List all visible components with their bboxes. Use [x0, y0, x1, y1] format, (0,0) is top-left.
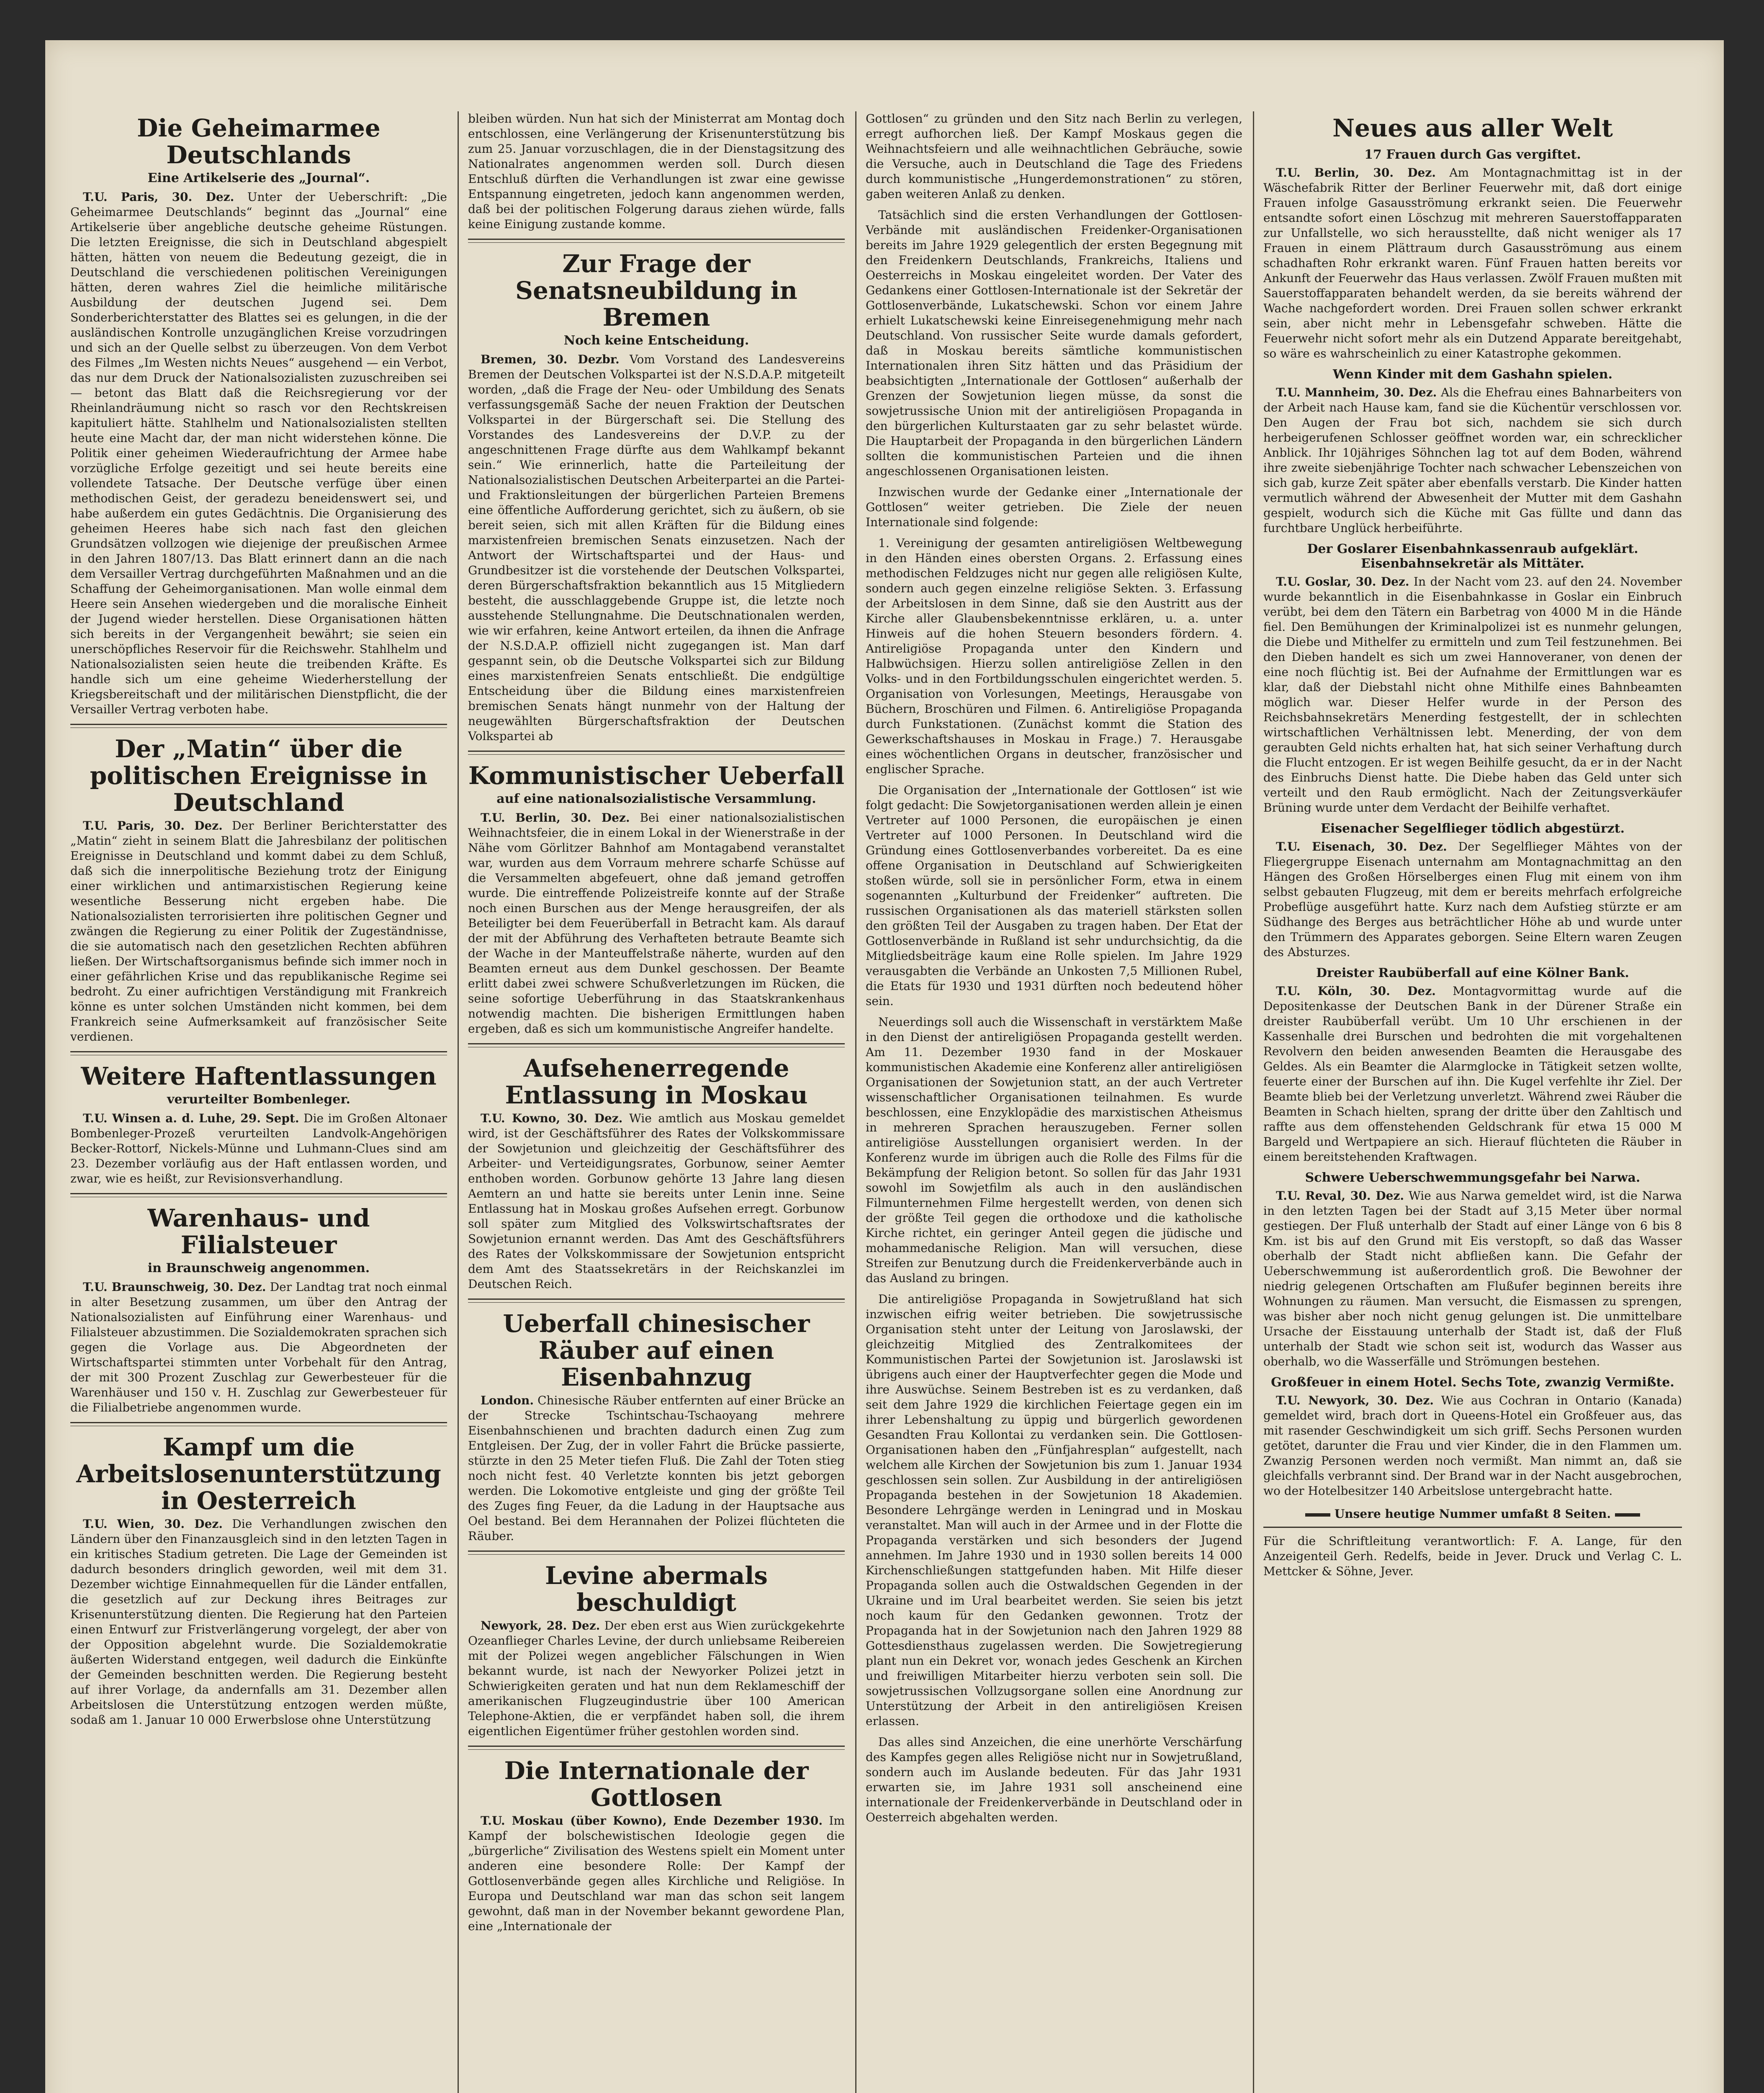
article-body: Als die Ehefrau eines Bahnarbeiters von der Arbeit nach Hause kam, fand sie die Küchentür verschlossen vor. Den Augen der Frau bot sich, nachdem sie sich durch herbeigerufenen Schlosser geöffnet worden war, ein schrecklicher Anblick. Ihr 10jähriges Söhnchen lag tot auf dem Boden, während ihre zweite siebenjährige Tochter nach schwacher Lebenszeichen von sich gab, kurze Zeit später aber ebenfalls verstarb. Die Kinder hatten vermutlich während der Abwesenheit der Mutter mit dem Gashahn gespielt, wodurch sich die Küche mit Gas füllte und dann das furchtbare Unglück herbeiführte. [1263, 386, 1682, 535]
separator [468, 1298, 845, 1303]
article-body: Wie aus Cochran in Ontario (Kanada) gemeldet wird, brach dort in Queens-Hotel ein Großfeuer aus, das mit rasender Geschwindigkeit um sich griff. Sechs Personen wurden getötet, darunter die Frau und vier Kinder, die in den Flammen um. Zwanzig Personen werden noch vermißt. Man nimmt an, daß sie gleichfalls verbrannt sind. Der Brand war in der Nacht ausgebrochen, wo der Hotelbesitzer 140 Arbeitslose untergebracht hatte. [1263, 1394, 1682, 1498]
subheadline: Dreister Raubüberfall auf eine Kölner Bank. [1316, 966, 1629, 980]
column-rule [1253, 111, 1254, 2093]
article-body: Der eben erst aus Wien zurückgekehrte Ozeanflieger Charles Levine, der durch unliebsame Reibereien mit der Polizei wegen angeblicher Fälschungen in Wien bekannt wurde, ist nach der Newyorker Polizei jetzt in Schwierigkeiten geraten und hat nun dem Reklameschiff der amerikanischen Flugzeugindustrie über 100 American Telephone-Aktien, die er verpfändet haben soll, die ihrem eigentlichen Eigentümer früher gestohlen worden sind. [468, 1619, 845, 1738]
article-list: 1. Vereinigung der gesamten antireligiösen Weltbewegung in den Händen eines obersten Organs. 2. Erfassung eines methodischen Feldzuges nicht nur gegen alle religiösen Kulte, sondern auch gegen einzelne religiöse Sekten. 3. Erfassung der Arbeitslosen in dem Sinne, daß sie den Austritt aus der Kirche aller Glaubensbekenntnisse erklären, u. a. unter Hinweis auf die hohen Steuern besonders fördern. 4. Antireligiöse Propaganda unter den Kindern und Halbwüchsigen. Hierzu sollen antireligiöse Zellen in den Volks- und in den Fortbildungsschulen eingerichtet werden. 5. Organisation von Vorlesungen, Meetings, Herausgabe von Büchern, Broschüren und Filmen. 6. Antireligiöse Propaganda durch Funkstationen. (Zunächst kommt die Station des Gewerkschaftshauses in Moskau in Frage.) 7. Herausgabe eines wöchentlichen Organs in deutscher, französischer und englischer Sprache. [866, 536, 1242, 776]
section-headline: Neues aus aller Welt [1332, 114, 1613, 142]
subheadline: Großfeuer in einem Hotel. Sechs Tote, zwanzig Vermißte. [1271, 1375, 1674, 1390]
article-body: Die Verhandlungen zwischen den Ländern über den Finanzausgleich sind in den letzten Tagen in ein kritisches Stadium getreten. Die Lage der Gemeinden ist dadurch besonders dringlich geworden, weil mit dem 31. Dezember wichtige Einnahmequellen für die Länder entfallen, die gesetzlich auf zur Deckung ihres Beitrages zur Krisenunterstützung dienten. Die Regierung hat den Parteien einen Entwurf zur Fristverlängerung vorgelegt, der aber von der Opposition abgelehnt wurde. Die Sozialdemokratie äußerten Widerstand entgegen, weil dadurch die Einkünfte der Gemeinden beschnitten werden. Die Regierung besteht auf ihrer Vorlage, da andernfalls am 31. Dezember allen Arbeitslosen die Unterstützung entzogen werden müßte, sodaß am 1. Januar 10 000 Erwerbslose ohne Unterstützung [70, 1517, 447, 1727]
dateline: T.U. Kowno, 30. Dez. [481, 1111, 623, 1125]
article-body: Neuerdings soll auch die Wissenschaft in verstärktem Maße in den Dienst der antireligiösen Propaganda gestellt werden. Am 11. Dezember 1930 fand in der Moskauer kommunistischen Akademie eine Konferenz aller antireligiösen Organisationen der Sowjetunion statt, an der auch Vertreter wissenschaftlicher Organisationen teilnahmen. Es wurde beschlossen, eine Enzyklopädie des marxistischen Atheismus in mehreren Sprachen herauszugeben. Ferner sollen antireligiöse Ausstellungen organisiert werden. In der Konferenz wurde im übrigen auch die Rolle des Films für die Bekämpfung der Religion betont. So sollen für das Jahr 1931 sowohl im Sowjetfilm als auch in den ausländischen Filmunternehmen Filme hergestellt werden, von denen sich der größte Teil gegen die orthodoxe und die katholische Kirche richtet, ein geringer Anteil gegen die jüdische und mohammedanische Religion. Man will versuchen, diese Streifen zur Benutzung durch die Freidenkerverbände auch in das Ausland zu bringen. [866, 1015, 1242, 1285]
article-text [70, 1280, 447, 1415]
separator [70, 1422, 447, 1426]
headline: Levine abermals beschuldigt [545, 1561, 768, 1617]
dateline: T.U. Berlin, 30. Dez. [481, 811, 630, 825]
headline: Kampf um die Arbeitslosenunterstützung in Oesterreich [76, 1433, 441, 1515]
dateline: T.U. Köln, 30. Dez. [1276, 984, 1436, 998]
dateline: T.U. Paris, 30. Dez. [83, 819, 223, 833]
ornament-rule [1615, 1513, 1640, 1517]
article-text [1263, 165, 1682, 361]
headline: Kommunistischer Ueberfall [468, 761, 845, 790]
subheadline: Eine Artikelserie des „Journal“. [147, 171, 370, 185]
article-body: Im Kampf der bolschewistischen Ideologie gegen die „bürgerliche“ Zivilisation des Westens spielt ein Moment unter anderen eine besondere Rolle: Der Kampf der Gottlosenverbände gegen alles Kirchliche und Religiöse. In Europa und Deutschland war man das schon seit langem gewohnt, daß man in der November bekannt gewordene Plan, eine „Internationale der [468, 1814, 845, 1933]
article-body: Bei einer nationalsozialistischen Weihnachtsfeier, die in einem Lokal in der Wienerstraße in der Nähe vom Görlitzer Bahnhof am Montagabend veranstaltet war, wurden aus dem Vorraum mehrere scharfe Schüsse auf die Versammelten abgefeuert, ohne daß jemand getroffen wurde. Die eintreffende Polizeistreife konnte auf der Straße noch einen Burschen aus der Menge herausgreifen, der als Beteiligter bei dem Feuerüberfall in Betracht kam. Als darauf der mit der Abführung des Verhafteten betraute Beamte sich der Wache in der Manteuffelstraße näherte, wurden auf den Beamten erneut aus dem Dunkel geschossen. Der Beamte erlitt dabei zwei schwere Schußverletzungen im Rücken, die seine sofortige Ueberführung in das Staatskrankenhaus notwendig machten. Die bisherigen Ermittlungen haben ergeben, daß es sich um kommunistische Angreifer handelte. [468, 811, 845, 1036]
dateline: T.U. Paris, 30. Dez. [83, 190, 234, 204]
dateline: Newyork, 28. Dez. [481, 1619, 600, 1633]
article-text [1263, 1188, 1682, 1369]
dateline: T.U. Winsen a. d. Luhe, 29. Sept. [83, 1111, 299, 1125]
article-text [70, 190, 447, 717]
article-text [468, 352, 845, 744]
subheadline: Schwere Ueberschwemmungsgefahr bei Narwa. [1305, 1170, 1641, 1185]
separator [468, 1043, 845, 1047]
article-text [70, 1517, 447, 1728]
column-4 [1263, 111, 1682, 2093]
article-body: Die Organisation der „Internationale der Gottlosen“ ist wie folgt gedacht: Die Sowjetorganisationen werden allein je einen Vertreter auf 1000 Personen, die europäischen je einen Vertreter auf 1000 Personen. In Deutschland wird die Gründung eines Gottlosenverbandes vorbereitet. Da es eine offene Organisation in Deutschland auf Schwierigkeiten stoßen würde, soll sie in persönlicher Form, etwa in einem sogenannten „Kulturbund der Freidenker“ auftreten. Die russischen Organisationen als das materiell stärksten sollen den größten Teil der Ausgaben zu tragen haben. Der Etat der Gottlosenverbände in Rußland ist sehr undurchsichtig, da die Mitgliedsbeiträge kaum eine Rolle spielen. Im Jahre 1929 verausgabten die Verbände an Unkosten 7,5 Millionen Rubel, die Etats für 1930 und 1931 dürften noch bedeutend höher sein. [866, 783, 1242, 1008]
article-body: Der Segelflieger Mähtes von der Fliegergruppe Eisenach unternahm am Montagnachmittag an den Hängen des Großen Hörselberges einen Flug mit einem von ihm selbst gebauten Flugzeug, mit dem er bereits mehrfach erfolgreiche Probeflüge ausgeführt hatte. Kurz nach dem Aufstieg stürzte er am Südhange des Berges aus beträchtlicher Höhe ab und wurde unter den Trümmern des Apparates geborgen. Seine Eltern waren Zeugen des Absturzes. [1263, 840, 1682, 959]
article-text [468, 1618, 845, 1739]
dateline: Bremen, 30. Dezbr. [481, 352, 620, 366]
separator [468, 751, 845, 755]
column-rule [855, 111, 856, 2093]
subheadline: Der Goslarer Eisenbahnkassenraub aufgeklärt. Eisenbahnsekretär als Mittäter. [1307, 542, 1638, 571]
notice-text: Unsere heutige Nummer umfaßt 8 Seiten. [1334, 1507, 1611, 1521]
newspaper-page [45, 40, 1724, 2093]
dateline: T.U. Reval, 30. Dez. [1276, 1189, 1404, 1203]
article-body: In der Nacht vom 23. auf den 24. November wurde bekanntlich in die Eisenbahnkasse in Goslar ein Einbruch verübt, bei dem den Tätern ein Barbetrag von 4000 M in die Hände fiel. Den Bemühungen der Kriminalpolizei ist es nunmehr gelungen, die Diebe und Mithelfer zu ermitteln und zum Teil festzunehmen. Bei den Dieben handelt es sich um zwei Hannoveraner, von denen der eine noch flüchtig ist. Bei der Aufnahme der Ermittlungen war es klar, daß der Diebstahl nicht ohne Mithilfe eines Bahnbeamten möglich war. Dieser Helfer wurde in der Person des Reichsbahnsekretärs Menerding festgestellt, der in schlechten wirtschaftlichen Verhältnissen lebt. Menerding, der von dem geraubten Geld nichts erhalten hat, hat sich seiner Verhaftung durch die Flucht entzogen. Er ist wegen Beihilfe gesucht, da er in der Nacht des Einbruchs Dienst hatte. Die Diebe haben das Geld unter sich verteilt und den Raub ermöglicht. Nach der Zeitungsverkäufer Brüning wurde unter dem Verdacht der Beihilfe verhaftet. [1263, 575, 1682, 815]
article-body: Das alles sind Anzeichen, die eine unerhörte Verschärfung des Kampfes gegen alles Religiöse nicht nur in Sowjetrußland, sondern auch im Auslande bedeuten. Für das Jahr 1931 erwarten sie, im Jahre 1931 soll anscheinend eine internationale der Freidenkerverbände in Deutschland oder in Oesterreich abgehalten werden. [866, 1735, 1242, 1824]
page-count-notice [1263, 1507, 1682, 1521]
article-body: Vom Vorstand des Landesvereins Bremen der Deutschen Volkspartei ist der N.S.D.A.P. mitgeteilt worden, „daß die Frage der Neu- oder Umbildung des Senats verfassungsgemäß Sache der neuen Fraktion der Deutschen Volkspartei in der Bürgerschaft sei. Die Stellung des Vorstandes des Landesvereins der D.V.P. zu der angeschnittenen Frage dürfte aus dem Wahlkampf bekannt sein.“ Wie erinnerlich, hatte die Parteileitung der Nationalsozialistischen Deutschen Arbeiterpartei an die Partei- und Fraktionsleitungen der bürgerlichen Parteien Bremens eine öffentliche Aufforderung gerichtet, sich zu äußern, ob sie bereit seien, sich mit allen Kräften für die Bildung eines marxistenfreien bremischen Senats einzusetzen. Nach der Antwort der Wirtschaftspartei und der Haus- und Grundbesitzer ist die vorstehende der Deutschen Volkspartei, deren Bürgerschaftsfraktion bekanntlich aus 15 Mitgliedern besteht, die ausschlaggebende Gruppe ist, die letzte noch ausstehende Stellungnahme. Die Deutschnationalen werden, wie wir erfahren, keine Antwort erteilen, da ihnen die Anfrage der N.S.D.A.P. offiziell nicht zugegangen ist. Man darf gespannt sein, ob die Deutsche Volkspartei sich zur Bildung eines marxistenfreien Senats entschließt. Die endgültige Entscheidung über die Bildung eines marxistenfreien bremischen Senats hängt nunmehr von der Haltung der neugewählten Bürgerschaftsfraktion der Deutschen Volkspartei ab [468, 352, 845, 743]
article-body: Montagvormittag wurde auf die Depositenkasse der Deutschen Bank in der Dürener Straße ein dreister Raubüberfall verübt. Um 10 Uhr erschienen in der Kassenhalle drei Burschen und bedrohten die mit vorgehaltenen Revolvern den beiden anwesenden Beamten die Herausgabe des Geldes. Als ein Beamter die Alarmglocke in Tätigkeit setzen wollte, feuerte einer der Burschen auf ihn. Die Kugel verfehlte ihr Ziel. Der Beamte blieb bei der Verletzung unverletzt. Während zwei Räuber die Beamten in Schach hielten, sprang der dritte über den Zahltisch und raffte aus dem offenstehenden Geldschrank für etwa 15 000 M Bargeld und Wertpapiere an sich. Hierauf flüchteten die Räuber in einem bereitstehenden Kraftwagen. [1263, 984, 1682, 1164]
article-text [70, 818, 447, 1044]
ornament-rule [1305, 1513, 1330, 1517]
separator [468, 239, 845, 243]
article-body: Am Montagnachmittag ist in der Wäschefabrik Ritter der Berliner Feuerwehr mit, daß dort einige Frauen infolge Gasausströmung erkrankt seien. Die Feuerwehr entsandte sofort einen Löschzug mit mehreren Sauerstoffapparaten zur Unfallstelle, wo sich herausstellte, daß nicht weniger als 17 Frauen in einem Plättraum durch Gasausströmung aus einem schadhaften Rohr erkrankt waren. Fünf Frauen hatten bereits vor Ankunft der Feuerwehr das Haus verlassen. Zwölf Frauen mußten mit Sauerstoffapparaten behandelt werden, da sie bereits während der Wache nachgefordert worden. Drei Frauen sollen schwer erkrankt sein, aber nicht mehr in Lebensgefahr schweben. Hätte die Feuerwehr nicht sofort mehr als ein Dutzend Apparate bereitgehabt, so wäre es wahrscheinlich zu einer Katastrophe gekommen. [1263, 166, 1682, 360]
article-body: Chinesische Räuber entfernten auf einer Brücke an der Strecke Tschintschau-Tschaoyang mehrere Eisenbahnschienen und brachten dadurch einen Zug zum Entgleisen. Der Zug, der in voller Fahrt die Brücke passierte, stürzte in den 25 Meter tiefen Fluß. Die Zahl der Toten stieg noch nicht fest. 40 Verletzte konnten bis jetzt geborgen werden. Die Lokomotive entgleiste und ging der größte Teil des Zuges fing Feuer, da die Ladung in der Hauptsache aus Oel bestand. Bei dem Herannahen der Polizei flüchteten die Räuber. [468, 1394, 845, 1543]
subheadline: Wenn Kinder mit dem Gashahn spielen. [1332, 367, 1613, 382]
separator [70, 724, 447, 728]
article-body: Die im Großen Altonaer Bombenleger-Prozeß verurteilten Landvolk-Angehörigen Becker-Rottorf, Nickels-Münne und Luhmann-Clues sind am 23. Dezember vorläufig aus der Haft entlassen worden, und zwar, wie es heißt, zur Revisionsverhandlung. [70, 1111, 447, 1185]
article-body: Wie aus Narwa gemeldet wird, ist die Narwa in den letzten Tagen bei der Stadt auf 3,15 Meter über normal gestiegen. Der Fluß unterhalb der Stadt auf einer Länge von 6 bis 8 Km. ist bis auf den Grund mit Eis verstopft, so daß das Wasser oberhalb der Stadt nicht abfließen kann. Die Gefahr der Ueberschwemmung ist außerordentlich groß. Die Bewohner der niedrig gelegenen Ortschaften am Flußufer beginnen bereits ihre Wohnungen zu räumen. Man versucht, die Eismassen zu sprengen, was bisher aber noch nicht genug gelungen ist. Die unmittelbare Ursache der Eisstauung unterhalb der Stadt ist, daß der Fluß unterhalb der Stadt wie schon seit ist, wodurch das Wasser aus oberhalb, wo die Wasserfälle und Strömungen bestehen. [1263, 1189, 1682, 1368]
dateline: T.U. Moskau (über Kowno), Ende Dezember 1930. [481, 1814, 823, 1828]
headline: Zur Frage der Senatsneubildung in Bremen [515, 249, 797, 332]
dateline: T.U. Braunschweig, 30. Dez. [83, 1280, 266, 1294]
dateline: T.U. Goslar, 30. Dez. [1276, 575, 1409, 589]
column-1 [70, 111, 447, 2093]
article-body: Der Landtag trat noch einmal in alter Besetzung zusammen, um über den Antrag der Nationalsozialisten auf Einführung einer Warenhaus- und Filialsteuer abzustimmen. Die Sozialdemokraten sprachen sich gegen die Vorlage aus. Die Abgeordneten der Wirtschaftspartei stimmten unter Vorbehalt für den Antrag, der mit 300 Prozent Zuschlag zur Gewerbesteuer für die Warenhäuser und 150 v. H. Zuschlag zur Gewerbesteuer für die Filialbetriebe angenommen wurde. [70, 1280, 447, 1414]
article-continuation: Gottlosen“ zu gründen und den Sitz nach Berlin zu verlegen, erregt aufhorchen ließ. Der Kampf Moskaus gegen die Weihnachtsfeiern und alle weihnachtlichen Gebräuche, sowie die Versuche, auch in Deutschland die Tage des Friedens durch kommunistische „Hungerdemonstrationen“ zu stören, gaben weiteren Anlaß zu denken. [866, 112, 1242, 201]
headline: Aufsehenerregende Entlassung in Moskau [505, 1054, 808, 1109]
headline: Warenhaus- und Filialsteuer [147, 1204, 370, 1259]
article-body: Wie amtlich aus Moskau gemeldet wird, ist der Geschäftsführer des Rates der Volkskommissare der Sowjetunion und gleichzeitig der Geschäftsführer des Arbeiter- und Verteidigungsrates, Gorbunow, seiner Aemter enthoben worden. Gorbunow gehörte 13 Jahre lang diesen Aemtern an und hatte sie bereits unter Lenin inne. Seine Entlassung hat in Moskau großes Aufsehen erregt. Gorbunow soll später zum Mitglied des Volkswirtschaftsrates der Sowjetunion ernannt werden. Das Amt des Geschäftsführers des Rates der Volkskommissare der Sowjetunion entspricht dem Amt des Staatssekretärs in der Reichskanzlei im Deutschen Reich. [468, 1111, 845, 1291]
headline: Ueberfall chinesischer Räuber auf einen Eisenbahnzug [503, 1309, 810, 1391]
article-text [468, 1813, 845, 1934]
column-rule [458, 111, 459, 2093]
dateline: T.U. Berlin, 30. Dez. [1276, 166, 1436, 180]
separator [468, 1550, 845, 1555]
dateline: T.U. Newyork, 30. Dez. [1276, 1394, 1434, 1407]
article-text [1263, 574, 1682, 815]
imprint: Für die Schriftleitung verantwortlich: F. A. Lange, für den Anzeigenteil Gerh. Redelfs, beide in Jever. Druck und Verlag C. L. Mettcker & Söhne, Jever. [1263, 1527, 1682, 1579]
subheadline: 17 Frauen durch Gas vergiftet. [1364, 147, 1581, 162]
article-body: Der Berliner Berichterstatter des „Matin“ zieht in seinem Blatt die Jahresbilanz der politischen Ereignisse in Deutschland und kommt dabei zu dem Schluß, daß sich die innerpolitische Beziehung trotz der Einigung einer wirklichen und antimarxistischen Regierung keine wesentliche Besserung nicht ergeben habe. Die Nationalsozialisten terrorisierten ihre politischen Gegner und zwängen die Regierung zu einer Politik der Zugeständnisse, die sie automatisch nach den gesetzlichen Rechten abführen ließen. Der Wirtschaftsorganismus befinde sich immer noch in einer gefährlichen Krise und das republikanische Regime sei bedroht. Zu einer aufrichtigen Verständigung mit Frankreich könne es unter solchen Umständen nicht kommen, bei dem Frankreich seine Aufmerksamkeit auf französischer Seite verdienen. [70, 819, 447, 1044]
dateline: T.U. Wien, 30. Dez. [83, 1517, 223, 1531]
subheadline: Noch keine Entscheidung. [563, 333, 749, 348]
headline: Die Geheimarmee Deutschlands [137, 114, 381, 169]
article-body: Unter der Ueberschrift: „Die Geheimarmee Deutschlands“ beginnt das „Journal“ eine Artikelserie über angebliche deutsche geheime Rüstungen. Die letzten Ereignisse, die sich in Deutschland abgespielt hätten, hätten von neuem die Bedeutung gezeigt, die in Deutschland die verschiedenen politischen Vereinigungen hätten, deren wahres Ziel die heimliche militärische Ausbildung der deutschen Jugend sei. Dem Sonderberichterstatter des Blattes sei es gelungen, in die der ausländischen Kontrolle unzugänglichen Kreise vorzudringen und sich an der Quelle selbst zu überzeugen. Von dem Verbot des Filmes „Im Westen nichts Neues“ ausgehend — ein Verbot, das nur dem Druck der Nationalsozialisten zuzuschreiben sei — betont das Blatt daß die Reichsregierung vor der Rheinlandräumung nicht so rasch vor den Rechtskreisen kapituliert hätte. Stahlhelm und Nationalsozialisten stellten heute eine Macht dar, der man nicht widerstehen könne. Die Politik einer geheimen Wiederaufrichtung der Armee habe vorzügliche Erfolge gezeitigt und sei heute bereits eine vollendete Tatsache. Der Deutsche verfüge über einen methodischen Geist, der geradezu beneidenswert sei, und habe außerdem ein gutes Gedächtnis. Die Organisierung des geheimen Heeres habe sich nach fast den gleichen Grundsätzen vollzogen wie diejenige der preußischen Armee in den Jahren 1807/13. Das Blatt erinnert dann an die nach dem Versailler Vertrag durchgeführten Maßnahmen und an die Schaffung der Geheimorganisationen. Man wolle einmal dem Heere sein Ansehen wiedergeben und die moralische Einheit der Jugend wieder herstellen. Diese Organisationen hätten sich bereits in der Vergangenheit bewährt; sie seien ein unerschöpfliches Reservoir für die Reichswehr. Stahlhelm und Nationalsozialisten seien heute die treibenden Kräfte. Es handle sich um eine geheime Wiederherstellung der Kriegsbereitschaft und der militärischen Dienstpflicht, die der Versailler Vertrag verboten habe. [70, 190, 447, 716]
article-body: Inzwischen wurde der Gedanke einer „Internationale der Gottlosen“ weiter getrieben. Die Ziele der neuen Internationale sind folgende: [866, 485, 1242, 529]
dateline: T.U. Mannheim, 30. Dez. [1276, 386, 1437, 399]
article-text [1263, 1393, 1682, 1499]
column-3 [866, 111, 1242, 2093]
article-text [1263, 385, 1682, 536]
subheadline: in Braunschweig angenommen. [147, 1261, 370, 1275]
article-body: Die antireligiöse Propaganda in Sowjetrußland hat sich inzwischen eifrig weiter betrieben. Die sowjetrussische Organisation steht unter der Leitung von Jaroslawski, der gleichzeitig Mitglied des Zentralkomitees der Kommunistischen Partei der Sowjetunion ist. Jaroslawski ist übrigens auch einer der Hauptverfechter gegen die Mode und ihre Auswüchse. Seinem Bestreben ist es zu verdanken, daß seit dem Jahre 1929 die kirchlichen Feiertage gegen ein im ihrer Lebenshaltung zu üppig und bürgerlich gewordenen Gesandten Frau Kollontai zu verdanken sein. Die Gottlosen-Organisationen haben den „Fünfjahresplan“ aufgestellt, nach welchem alle Kirchen der Sowjetunion bis zum 1. Januar 1934 geschlossen sein sollen. Zur Ausbildung in der antireligiösen Propaganda bestehen in der Sowjetunion 18 Akademien. Besondere Lehrgänge werden in Leningrad und in Moskau veranstaltet. Man will auch in der Armee und in der Flotte die Propaganda verstärken und sich besonders der Jugend annehmen. Im Jahre 1930 und in 1930 sollen bereits 14 000 Kirchenschließungen stattgefunden haben. Mit Hilfe dieser Propaganda sollen auch die Ostwaldschen Gegenden in der Ukraine und im Ural bearbeitet werden. Sie seien bis jetzt noch kaum für den Gedanken gewonnen. Trotz der Propaganda hat in der Sowjetunion nach den Jahren 1929 88 Gottesdiensthaus zugelassen werden. Die Sowjetregierung plant nun ein Dekret vor, wonach jedes Geschenk an Kirchen und freiwilligen Mitarbeiter hierzu verboten sein soll. Die sowjetrussischen Vollzugsorgane sollen eine Anordnung zur Unterstützung der Arbeit in den antireligiösen Kreisen erlassen. [866, 1292, 1242, 1728]
headline: Die Internationale der Gottlosen [504, 1756, 809, 1812]
subheadline: auf eine nationalsozialistische Versammlung. [496, 792, 816, 806]
article-body: Tatsächlich sind die ersten Verhandlungen der Gottlosen-Verbände mit ausländischen Freidenker-Organisationen bereits im Jahre 1929 gelegentlich der ersten Begegnung mit den Freidenkern Deutschlands, Frankreichs, Italiens und Oesterreichs in Moskau eingeleitet worden. Der Vater des Gedankens einer Gottlosen-Internationale ist der Sekretär der Gottlosenverbände, Lukatschewski. Schon vor einem Jahre erhielt Lukatschewski keine Einreisegenehmigung mehr nach Deutschland. Von russischer Seite wurde damals gefordert, daß in Moskau bereits sämtliche kommunistischen Internationalen ihren Sitz hätten und das Präsidium der beabsichtigten „Internationale der Gottlosen“ außerhalb der Grenzen der Sowjetunion liegen müsse, da sonst die sowjetrussische Union mit der antireligiösen Propaganda in den bürgerlichen Kulturstaaten gar zu sehr belastet würde. Die Hauptarbeit der Propaganda in den bürgerlichen Ländern sollten die kommunistischen Parteien und die ihnen angeschlossenen Organisationen leisten. [866, 208, 1242, 478]
dateline: London. [481, 1394, 534, 1407]
article-text [468, 1111, 845, 1292]
dateline: T.U. Eisenach, 30. Dez. [1276, 840, 1447, 854]
subheadline: verurteilter Bombenleger. [167, 1092, 350, 1107]
article-text [468, 1393, 845, 1544]
headline: Weitere Haftentlassungen [81, 1062, 437, 1090]
article-text [70, 1111, 447, 1186]
headline: Der „Matin“ über die politischen Ereignisse in Deutschland [90, 735, 428, 817]
separator [70, 1193, 447, 1197]
separator [468, 1746, 845, 1750]
article-text [1263, 839, 1682, 960]
separator [70, 1051, 447, 1055]
subheadline: Eisenacher Segelflieger tödlich abgestürzt. [1320, 821, 1625, 836]
article-text [468, 810, 845, 1036]
article-text [1263, 984, 1682, 1165]
column-2 [468, 111, 845, 2093]
article-continuation: bleiben würden. Nun hat sich der Ministerrat am Montag doch entschlossen, eine Verlängerung der Krisenunterstützung bis zum 25. Januar vorzuschlagen, die in der Dienstagsitzung des Nationalrates angenommen werden soll. Durch diesen Entschluß dürften die Verhandlungen ist zwar eine gewisse Entspannung eingetreten, jedoch kann angenommen werden, daß bei der politischen Folgerung daraus ziehen würde, falls keine Einigung zustande komme. [468, 112, 845, 231]
